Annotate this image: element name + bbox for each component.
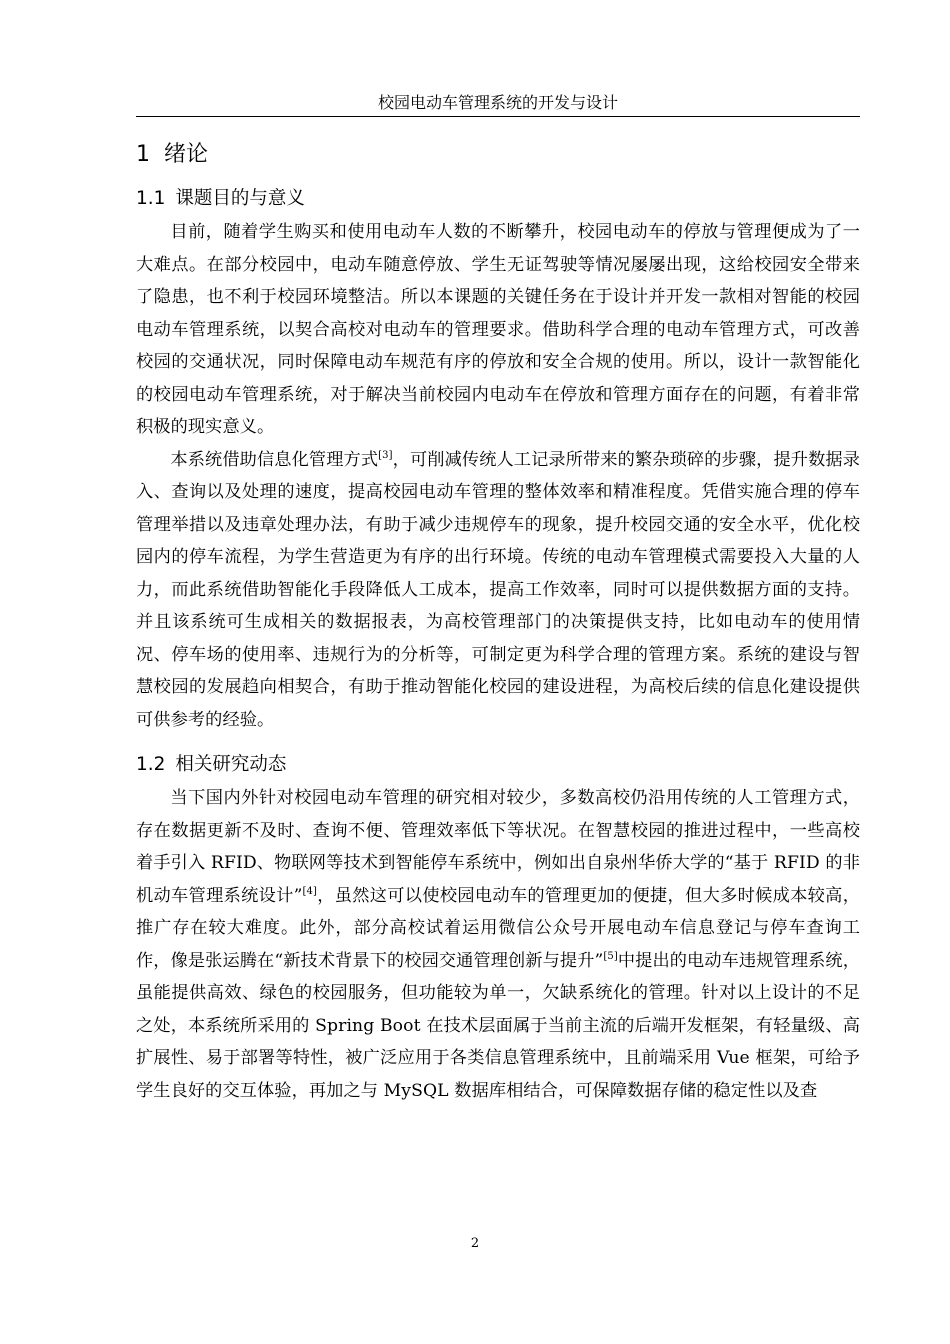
chapter-title: 绪论 <box>164 142 209 167</box>
paragraph-text: ，虽然这可以使校园电动车的管理更加的便捷，但大多时候成本较高，推广存在较大难度。此外，部分高校试着运用微信公众号开展电动车信息登记与停车查询工作，像是张运腾在“新技术背景下的校园交通管理创新与提升” <box>136 885 860 971</box>
chapter-number: 1 <box>136 142 150 167</box>
chapter-heading <box>136 140 860 170</box>
paragraph-significance <box>136 444 860 737</box>
section-number: 1.2 <box>136 754 166 775</box>
page-number: 2 <box>470 1236 480 1251</box>
citation-4: [4] <box>302 885 317 897</box>
paragraph-purpose: 目前，随着学生购买和使用电动车人数的不断攀升，校园电动车的停放与管理便成为了一大难点。在部分校园中，电动车随意停放、学生无证驾驶等情况屡屡出现，这给校园安全带来了隐患，也不利于校园环境整洁。所以本课题的关键任务在于设计并开发一款相对智能的校园电动车管理系统，以契合高校对电动车的管理要求。借助科学合理的电动车管理方式，可改善校园的交通状况，同时保障电动车规范有序的停放和安全合规的使用。所以，设计一款智能化的校园电动车管理系统，对于解决当前校园内电动车在停放和管理方面存在的问题，有着非常积极的现实意义。 <box>136 222 860 437</box>
page-body <box>136 130 860 1107</box>
paragraph-research-status <box>136 782 860 1107</box>
section-number: 1.1 <box>136 188 166 209</box>
citation-3: [3] <box>378 449 393 461</box>
section-heading-1-1 <box>136 186 860 212</box>
paragraph-text: ，可削减传统人工记录所带来的繁杂琐碎的步骤，提升数据录入、查询以及处理的速度，提高校园电动车管理的整体效率和精准程度。凭借实施合理的停车管理举措以及违章处理办法，有助于减少违规停车的现象，提升校园交通的安全水平，优化校园内的停车流程，为学生营造更为有序的出行环境。传统的电动车管理模式需要投入大量的人力，而此系统借助智能化手段降低人工成本，提高工作效率，同时可以提供数据方面的支持。并且该系统可生成相关的数据报表，为高校管理部门的决策提供支持，比如电动车的使用情况、停车场的使用率、违规行为的分析等，可制定更为科学合理的管理方案。系统的建设与智慧校园的发展趋向相契合，有助于推动智能化校园的建设进程，为高校后续的信息化建设提供可供参考的经验。 <box>136 449 861 730</box>
section-title: 相关研究动态 <box>175 754 287 775</box>
paragraph-text: 当下国内外针对校园电动车管理的研究相对较少，多数高校仍沿用传统的人工管理方式，存在数据更新不及时、查询不便、管理效率低下等状况。在智慧校园的推进过程中，一些高校着手引入 RFID、物联网等技术到智能停车系统中，例如出自泉州华侨大学的“基于 RFID 的非机动车管理系统设计” <box>136 788 860 906</box>
section-heading-1-2 <box>136 752 860 778</box>
running-header <box>136 90 860 117</box>
running-header-title: 校园电动车管理系统的开发与设计 <box>377 93 618 112</box>
paragraph-text: 中提出的电动车违规管理系统，虽能提供高效、绿色的校园服务，但功能较为单一，欠缺系统化的管理。针对以上设计的不足之处，本系统所采用的 Spring Boot 在技术层面属于当前主流的后端开发框架，有轻量级、高扩展性、易于部署等特性，被广泛应用于各类信息管理系统中，且前端采用 Vue 框架，可给予学生良好的交互体验，再加之与 MySQL 数据库相结合，可保障数据存储的稳定性以及查 <box>136 950 860 1101</box>
section-title: 课题目的与意义 <box>175 188 305 209</box>
citation-5: [5] <box>603 950 618 962</box>
paragraph-text: 本系统借助信息化管理方式 <box>170 449 379 470</box>
